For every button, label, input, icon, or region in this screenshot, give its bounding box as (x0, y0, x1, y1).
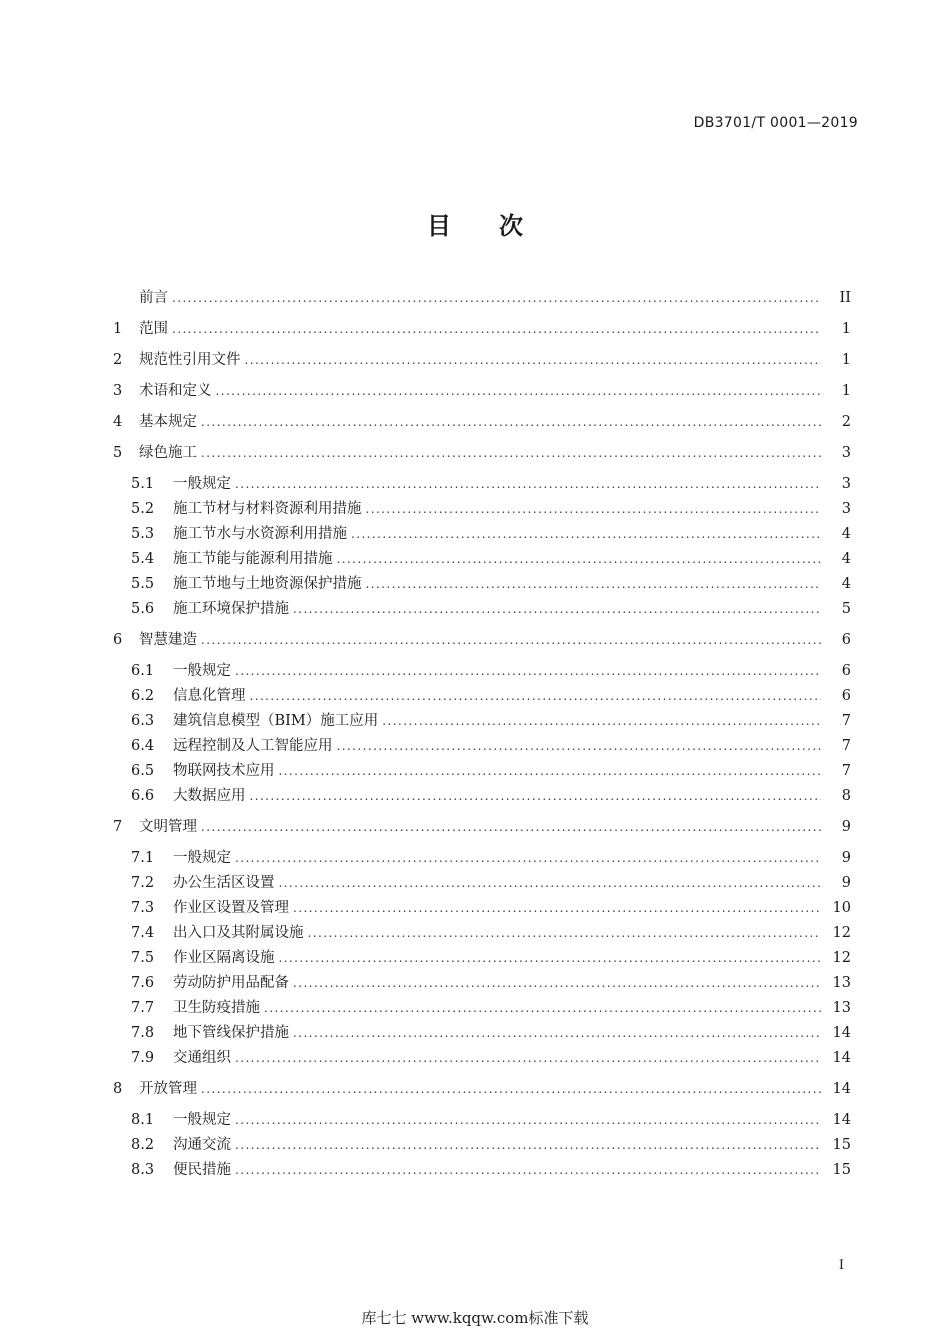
toc-chapter-entry[interactable] (113, 815, 851, 846)
toc-entry-page: 12 (832, 925, 851, 941)
toc-entry-label: 物联网技术应用 (173, 763, 275, 779)
toc-leader-dots (172, 317, 821, 342)
toc-section-entry[interactable] (113, 784, 851, 809)
toc-entry-number: 7.4 (131, 925, 155, 941)
toc-section-entry[interactable] (113, 971, 851, 996)
toc-entry-label: 施工节水与水资源利用措施 (173, 526, 347, 542)
toc-leader-dots (337, 547, 822, 572)
toc-entry-page: 1 (841, 383, 851, 399)
toc-entry-page: 3 (841, 445, 851, 461)
toc-section-entry[interactable] (113, 572, 851, 597)
toc-entry-page: 2 (841, 414, 851, 430)
toc-entry-page: 7 (841, 763, 851, 779)
toc-leader-dots (293, 971, 821, 996)
toc-chapter-entry[interactable] (113, 628, 851, 659)
toc-entry-label: 建筑信息模型（BIM）施工应用 (173, 713, 379, 729)
toc-entry-number: 6.3 (131, 713, 155, 729)
toc-leader-dots (216, 379, 822, 404)
toc-section-entry[interactable] (113, 1133, 851, 1158)
toc-entry-page: 1 (841, 352, 851, 368)
toc-entry-label: 施工节能与能源利用措施 (173, 551, 333, 567)
toc-entry-number: 7.3 (131, 900, 155, 916)
toc-entry-page: 14 (832, 1112, 851, 1128)
toc-entry-number: 7.5 (131, 950, 155, 966)
toc-entry-number: 3 (113, 383, 123, 399)
page-number: I (838, 1258, 844, 1273)
toc-entry-label: 作业区隔离设施 (173, 950, 275, 966)
toc-entry-label: 一般规定 (173, 663, 231, 679)
toc-entry-page: 13 (832, 1000, 851, 1016)
toc-section-entry[interactable] (113, 896, 851, 921)
toc-entry-label: 卫生防疫措施 (173, 1000, 260, 1016)
toc-section-entry[interactable] (113, 921, 851, 946)
toc-entry-number: 5.6 (131, 601, 155, 617)
toc-leader-dots (245, 348, 822, 373)
toc-entry-number: 8.3 (131, 1162, 155, 1178)
toc-entry-number: 6.4 (131, 738, 155, 754)
toc-section-entry[interactable] (113, 597, 851, 622)
toc-entry-number: 1 (113, 321, 123, 337)
toc-leader-dots (250, 784, 822, 809)
toc-leader-dots (201, 410, 821, 435)
toc-leader-dots (366, 572, 822, 597)
toc-entry-page: 4 (841, 551, 851, 567)
document-code: DB3701/T 0001—2019 (693, 115, 858, 131)
toc-entry-label: 地下管线保护措施 (173, 1025, 289, 1041)
toc-entry-number: 6.1 (131, 663, 155, 679)
toc-entry-number: 7.7 (131, 1000, 155, 1016)
toc-leader-dots (235, 1108, 821, 1133)
toc-entry-label: 大数据应用 (173, 788, 246, 804)
toc-entry-page: 15 (832, 1162, 851, 1178)
toc-entry-page: 9 (841, 875, 851, 891)
toc-section-entry[interactable] (113, 1021, 851, 1046)
toc-entry-label: 远程控制及人工智能应用 (173, 738, 333, 754)
toc-entry-page: 15 (832, 1137, 851, 1153)
toc-entry-page: 14 (832, 1025, 851, 1041)
toc-entry-label: 一般规定 (173, 850, 231, 866)
toc-section-entry[interactable] (113, 659, 851, 684)
toc-entry-number: 7.9 (131, 1050, 155, 1066)
toc-entry-page: 14 (832, 1081, 851, 1097)
toc-entry-page: 7 (841, 738, 851, 754)
table-of-contents (113, 286, 851, 1183)
toc-leader-dots (351, 522, 821, 547)
toc-entry-page: 9 (841, 819, 851, 835)
toc-entry-page: 14 (832, 1050, 851, 1066)
toc-entry-label: 开放管理 (139, 1081, 197, 1097)
toc-entry-label: 基本规定 (139, 414, 197, 430)
toc-leader-dots (201, 1077, 821, 1102)
toc-entry-label: 范围 (139, 321, 168, 337)
toc-leader-dots (382, 709, 821, 734)
toc-section-entry[interactable] (113, 547, 851, 572)
toc-leader-dots (308, 921, 822, 946)
toc-entry-label: 文明管理 (139, 819, 197, 835)
toc-entry-page: 12 (832, 950, 851, 966)
toc-entry-number: 6 (113, 632, 123, 648)
toc-entry-page: 5 (841, 601, 851, 617)
toc-entry-page: 4 (841, 576, 851, 592)
toc-entry-label: 劳动防护用品配备 (173, 975, 289, 991)
toc-chapter-entry[interactable] (113, 286, 851, 317)
footer-watermark-text: 库七七 www.kqqw.com标准下载 (361, 1309, 589, 1327)
toc-leader-dots (293, 597, 821, 622)
toc-title: 目次 (427, 211, 571, 240)
toc-entry-label: 一般规定 (173, 476, 231, 492)
toc-section-entry[interactable] (113, 497, 851, 522)
toc-entry-label: 交通组织 (173, 1050, 231, 1066)
toc-entry-label: 作业区设置及管理 (173, 900, 289, 916)
toc-leader-dots (235, 1158, 821, 1183)
toc-leader-dots (337, 734, 822, 759)
toc-entry-label: 术语和定义 (139, 383, 212, 399)
toc-entry-number: 8 (113, 1081, 123, 1097)
toc-leader-dots (201, 815, 821, 840)
toc-entry-page: 6 (841, 663, 851, 679)
toc-entry-label: 办公生活区设置 (173, 875, 275, 891)
toc-section-entry[interactable] (113, 734, 851, 759)
toc-section-entry[interactable] (113, 946, 851, 971)
toc-leader-dots (366, 497, 822, 522)
toc-entry-number: 2 (113, 352, 123, 368)
toc-leader-dots (250, 684, 822, 709)
toc-leader-dots (201, 441, 821, 466)
toc-entry-page: 3 (841, 501, 851, 517)
toc-leader-dots (235, 1133, 821, 1158)
toc-leader-dots (172, 286, 821, 311)
toc-leader-dots (279, 946, 822, 971)
toc-entry-number: 6.2 (131, 688, 155, 704)
toc-entry-page: 7 (841, 713, 851, 729)
toc-section-entry[interactable] (113, 759, 851, 784)
toc-leader-dots (264, 996, 821, 1021)
toc-entry-number: 7.8 (131, 1025, 155, 1041)
toc-entry-label: 出入口及其附属设施 (173, 925, 304, 941)
toc-chapter-entry[interactable] (113, 410, 851, 441)
toc-entry-number: 5 (113, 445, 123, 461)
toc-entry-number: 7.6 (131, 975, 155, 991)
toc-entry-number: 6.6 (131, 788, 155, 804)
toc-entry-number: 8.1 (131, 1112, 155, 1128)
toc-entry-label: 规范性引用文件 (139, 352, 241, 368)
toc-entry-number: 5.5 (131, 576, 155, 592)
toc-entry-number: 8.2 (131, 1137, 155, 1153)
toc-leader-dots (293, 896, 821, 921)
toc-entry-number: 6.5 (131, 763, 155, 779)
toc-entry-label: 施工节材与材料资源利用措施 (173, 501, 362, 517)
toc-section-entry[interactable] (113, 522, 851, 547)
toc-section-entry[interactable] (113, 996, 851, 1021)
toc-entry-page: 10 (832, 900, 851, 916)
toc-entry-page: 9 (841, 850, 851, 866)
toc-entry-page: 13 (832, 975, 851, 991)
toc-chapter-entry[interactable] (113, 317, 851, 348)
toc-chapter-entry[interactable] (113, 441, 851, 472)
toc-leader-dots (201, 628, 821, 653)
toc-entry-number: 5.2 (131, 501, 155, 517)
toc-leader-dots (235, 1046, 821, 1071)
toc-entry-label: 便民措施 (173, 1162, 231, 1178)
toc-leader-dots (279, 871, 822, 896)
toc-section-entry[interactable] (113, 846, 851, 871)
toc-leader-dots (279, 759, 822, 784)
toc-entry-number: 5.4 (131, 551, 155, 567)
toc-entry-page: II (839, 290, 851, 306)
toc-chapter-entry[interactable] (113, 1077, 851, 1108)
toc-section-entry[interactable] (113, 1158, 851, 1183)
toc-section-entry[interactable] (113, 1046, 851, 1071)
toc-section-entry[interactable] (113, 709, 851, 734)
toc-entry-page: 6 (841, 688, 851, 704)
toc-entry-page: 4 (841, 526, 851, 542)
toc-entry-label: 绿色施工 (139, 445, 197, 461)
toc-entry-number: 4 (113, 414, 123, 430)
toc-entry-label: 智慧建造 (139, 632, 197, 648)
toc-entry-label: 一般规定 (173, 1112, 231, 1128)
toc-entry-page: 8 (841, 788, 851, 804)
toc-entry-label: 前言 (139, 290, 168, 306)
toc-entry-page: 3 (841, 476, 851, 492)
toc-section-entry[interactable] (113, 871, 851, 896)
toc-entry-number: 7 (113, 819, 123, 835)
toc-section-entry[interactable] (113, 1108, 851, 1133)
toc-entry-number: 5.3 (131, 526, 155, 542)
toc-section-entry[interactable] (113, 472, 851, 497)
toc-entry-label: 施工节地与土地资源保护措施 (173, 576, 362, 592)
toc-leader-dots (235, 659, 821, 684)
toc-entry-label: 信息化管理 (173, 688, 246, 704)
toc-entry-label: 施工环境保护措施 (173, 601, 289, 617)
toc-chapter-entry[interactable] (113, 348, 851, 379)
toc-leader-dots (235, 472, 821, 497)
toc-entry-page: 1 (841, 321, 851, 337)
toc-chapter-entry[interactable] (113, 379, 851, 410)
toc-entry-number: 5.1 (131, 476, 155, 492)
toc-entry-number: 7.2 (131, 875, 155, 891)
toc-entry-number: 7.1 (131, 850, 155, 866)
toc-leader-dots (293, 1021, 821, 1046)
toc-entry-page: 6 (841, 632, 851, 648)
toc-entry-label: 沟通交流 (173, 1137, 231, 1153)
toc-leader-dots (235, 846, 821, 871)
toc-section-entry[interactable] (113, 684, 851, 709)
